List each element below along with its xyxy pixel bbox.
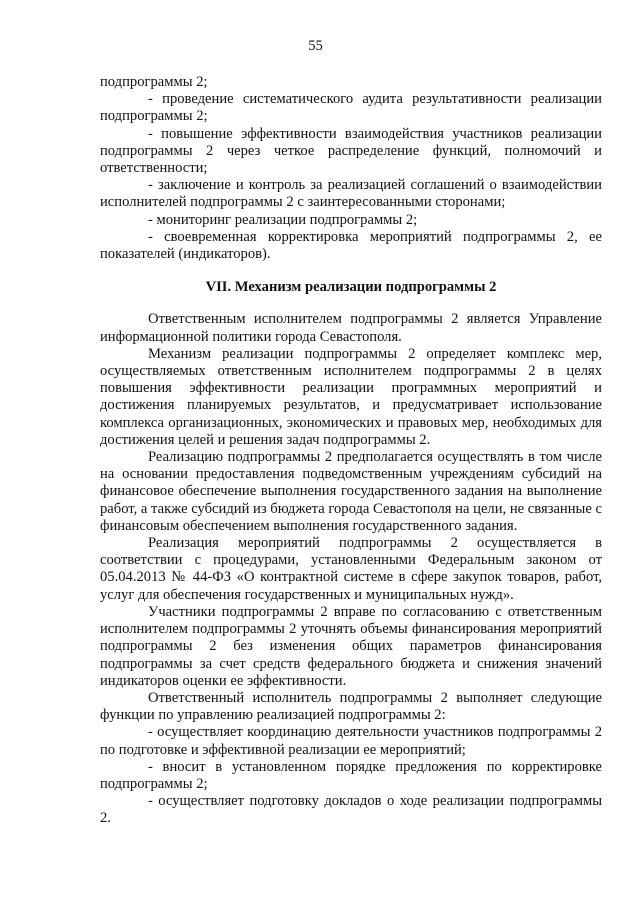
section-heading: VII. Механизм реализации подпрограммы 2 (205, 279, 497, 296)
paragraph-procurement: Реализация мероприятий подпрограммы 2 осуществляется в соответствии с процедурами, установленными Федеральным законом от 05.04.2013 № 44-ФЗ «О контрактной системе в сфере закупок товаров, работ, услуг для обеспечения государственных и муниципальных нужд». (100, 535, 602, 603)
page-number: 55 (308, 38, 323, 54)
list-item-correction: - своевременная корректировка мероприятий подпрограммы 2, ее показателей (индикаторов). (100, 228, 602, 263)
list-item-reports: - осуществляет подготовку докладов о ходе реализации подпрограммы 2. (100, 793, 602, 827)
list-item-coordination: - осуществляет координацию деятельности участников подпрограммы 2 по подготовке и эффективной реализации ее мероприятий; (100, 724, 602, 758)
paragraph-responsible-executor: Ответственным исполнителем подпрограммы 2 является Управление информационной политики города Севастополя. (100, 311, 602, 345)
list-item-audit: - проведение систематического аудита результативности реализации подпрограммы 2; (100, 91, 602, 125)
paragraph-functions: Ответственный исполнитель подпрограммы 2 выполняет следующие функции по управлению реализацией подпрограммы 2: (100, 689, 602, 724)
page-content (100, 74, 602, 828)
paragraph-subsidies: Реализацию подпрограммы 2 предполагается осуществлять в том числе на основании предоставления подведомственным учреждениям субсидий на финансовое обеспечение выполнения государственного задания на выполнение работ, а также субсидий из бюджета города Севастополя на цели, не связанные с финансовым обеспечением выполнения государственного задания. (100, 449, 602, 534)
paragraph-participants: Участники подпрограммы 2 вправе по согласованию с ответственным исполнителем подпрограммы 2 уточнять объемы финансирования мероприятий подпрограммы 2 без изменения общих параметров финансирования подпрограммы за счет средств федерального бюджета и снижения значений индикаторов оценки ее эффективности. (100, 603, 602, 689)
list-item-interaction: - повышение эффективности взаимодействия участников реализации подпрограммы 2 через четкое распределение функций, полномочий и ответственности; (100, 125, 602, 177)
paragraph-mechanism: Механизм реализации подпрограммы 2 определяет комплекс мер, осуществляемых ответственным исполнителем подпрограммы 2 в целях повышения эффективности реализации программных мероприятий и достижения планируемых результатов, и предусматривает использование комплекса организационных, экономических и правовых мер, необходимых для достижения целей и решения задач подпрограммы 2. (100, 345, 602, 448)
continuation-line: подпрограммы 2; (100, 74, 208, 90)
list-item-proposals: - вносит в установленном порядке предложения по корректировке подпрограммы 2; (100, 758, 602, 792)
list-item-agreements: - заключение и контроль за реализацией соглашений о взаимодействии исполнителей подпрограммы 2 с заинтересованными сторонами; (100, 177, 602, 211)
list-item-monitoring: - мониторинг реализации подпрограммы 2; (148, 211, 418, 228)
